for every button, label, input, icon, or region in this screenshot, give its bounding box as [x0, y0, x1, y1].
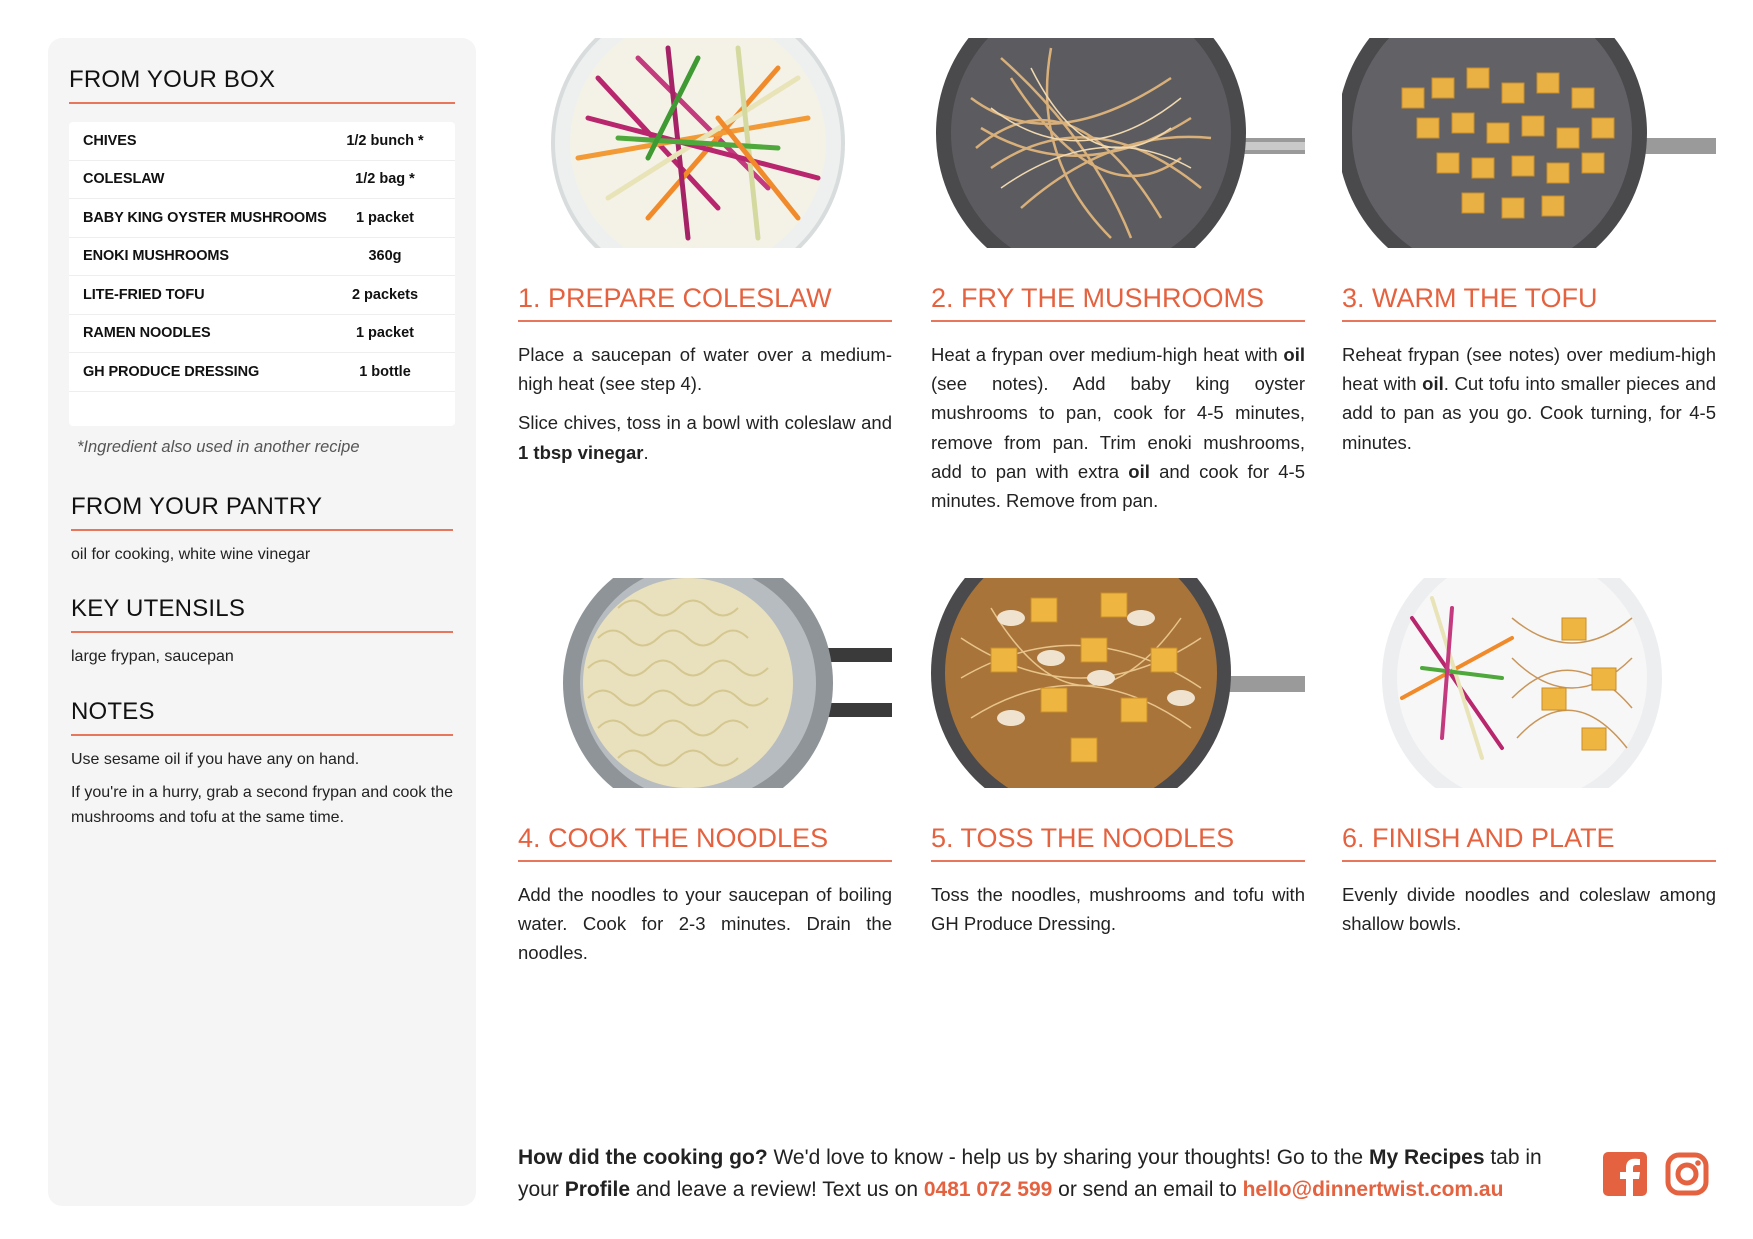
ingredient-row: [69, 315, 455, 354]
step-paragraph: Evenly divide noodles and coleslaw among shallow bowls.: [1342, 884, 1716, 935]
step-title: 2. FRY THE MUSHROOMS: [931, 283, 1305, 322]
ingredient-footnote: *Ingredient also used in another recipe: [77, 437, 360, 456]
text-run: .: [643, 441, 649, 463]
utensils-text: large frypan, saucepan: [71, 648, 234, 666]
mushrooms-frypan-photo: [931, 38, 1305, 248]
step-paragraph: [1342, 340, 1716, 457]
from-your-box-heading: FROM YOUR BOX: [69, 66, 455, 104]
phone-link[interactable]: 0481 072 599: [923, 1177, 1053, 1201]
bold-run: oil: [1283, 344, 1305, 365]
step-paragraph: Place a saucepan of water over a medium-high heat (see step 4).: [518, 344, 892, 395]
pantry-text: oil for cooking, white wine vinegar: [71, 545, 311, 563]
step-4: [518, 578, 892, 968]
instagram-icon: [1665, 1152, 1709, 1196]
ingredient-row: [69, 122, 455, 161]
text-run: (see notes). Add baby king oyster mushrooms to pan, cook for 4-5 minutes, remove from pan. Trim enoki mushrooms, add to pan with extra: [931, 373, 1305, 482]
note-paragraph: If you're in a hurry, grab a second frypan and cook the mushrooms and tofu at the same time.: [71, 783, 453, 826]
ingredient-name: BABY KING OYSTER MUSHROOMS: [83, 209, 327, 226]
text-run: Slice chives, toss in a bowl with coleslaw and: [518, 412, 892, 434]
ingredient-row: [69, 238, 455, 277]
footer-text: or send an email to: [1052, 1177, 1243, 1201]
step-3: [1342, 38, 1716, 457]
step-title: 3. WARM THE TOFU: [1342, 283, 1716, 322]
my-recipes-link[interactable]: My Recipes: [1368, 1146, 1485, 1169]
ingredient-row: [69, 276, 455, 315]
noodles-strainer-photo: [518, 578, 892, 788]
step-paragraph: [518, 408, 892, 466]
feedback-footer: [518, 1142, 1578, 1205]
footer-text: and leave a review! Text us on: [630, 1177, 924, 1201]
step-1: [518, 38, 892, 467]
bold-run: oil: [1128, 460, 1150, 482]
ingredient-qty: 1 packet: [355, 209, 415, 226]
ingredient-name: CHIVES: [83, 132, 137, 149]
text-run: Reheat frypan (see notes) over medium-high heat with: [1342, 344, 1716, 395]
plated-dish-photo: [1342, 578, 1716, 788]
step-paragraph: [931, 340, 1305, 515]
step-title: 1. PREPARE COLESLAW: [518, 283, 892, 322]
notes-heading: NOTES: [71, 698, 453, 736]
pantry-section: [69, 493, 455, 568]
instagram-link[interactable]: [1665, 1152, 1709, 1196]
ingredient-qty: 2 packets: [351, 286, 419, 303]
email-link[interactable]: hello@dinnertwist.com.au: [1242, 1177, 1504, 1201]
from-your-pantry-heading: FROM YOUR PANTRY: [71, 493, 453, 531]
footer-text: tab in your: [518, 1146, 1542, 1201]
step-paragraph: Add the noodles to your saucepan of boiling water. Cook for 2-3 minutes. Drain the noodles.: [518, 884, 892, 964]
step-body: [1342, 880, 1716, 938]
ingredient-qty: 1 packet: [355, 325, 415, 342]
text-run: and cook for 4-5 minutes. Remove from pan.: [931, 460, 1305, 512]
step-body: [1342, 340, 1716, 457]
ingredient-name: COLESLAW: [83, 171, 165, 188]
profile-link[interactable]: Profile: [564, 1177, 631, 1201]
utensils-section: [69, 595, 455, 670]
ingredient-row: [69, 199, 455, 238]
ingredient-qty: 360g: [368, 248, 402, 265]
step-title: 5. TOSS THE NOODLES: [931, 823, 1305, 862]
ingredient-qty: 1/2 bag *: [355, 171, 415, 188]
note-paragraph: Use sesame oil if you have any on hand.: [71, 751, 360, 769]
step-title: 6. FINISH AND PLATE: [1342, 823, 1716, 862]
notes-text: [71, 748, 453, 830]
step-paragraph: Toss the noodles, mushrooms and tofu with GH Produce Dressing.: [931, 884, 1305, 935]
key-utensils-heading: KEY UTENSILS: [71, 595, 453, 633]
ingredient-name: LITE-FRIED TOFU: [83, 286, 205, 303]
footer-question: How did the cooking go?: [518, 1146, 768, 1169]
step-5: [931, 578, 1305, 938]
bold-run: oil: [1422, 373, 1444, 395]
ingredient-name: RAMEN NOODLES: [83, 325, 211, 342]
ingredient-name: ENOKI MUSHROOMS: [83, 248, 229, 265]
step-title: 4. COOK THE NOODLES: [518, 823, 892, 862]
step-body: [931, 880, 1305, 938]
sidebar: [48, 38, 476, 1206]
ingredients-table: [69, 122, 455, 426]
ingredient-row: [69, 353, 455, 392]
toss-noodles-photo: [931, 578, 1305, 788]
step-2: [931, 38, 1305, 515]
ingredient-name: GH PRODUCE DRESSING: [83, 363, 260, 380]
step-6: [1342, 578, 1716, 938]
coleslaw-bowl-photo: [518, 38, 892, 248]
ingredient-row: [69, 161, 455, 200]
notes-section: [69, 698, 455, 830]
step-body: [518, 880, 892, 968]
ingredient-qty: 1 bottle: [359, 363, 411, 380]
step-body: [931, 340, 1305, 515]
text-run: Heat a frypan over medium-high heat with: [931, 344, 1284, 365]
ingredient-qty: 1/2 bunch *: [346, 132, 424, 149]
text-run: . Cut tofu into smaller pieces and add to pan as you go. Cook turning, for 4-5 minutes.: [1342, 373, 1716, 453]
facebook-icon: [1603, 1152, 1647, 1196]
facebook-link[interactable]: [1603, 1152, 1647, 1196]
footer-text: We'd love to know - help us by sharing your thoughts! Go to the: [767, 1146, 1369, 1169]
tofu-frypan-photo: [1342, 38, 1716, 248]
bold-run: 1 tbsp vinegar: [518, 441, 644, 463]
step-body: [518, 340, 892, 467]
